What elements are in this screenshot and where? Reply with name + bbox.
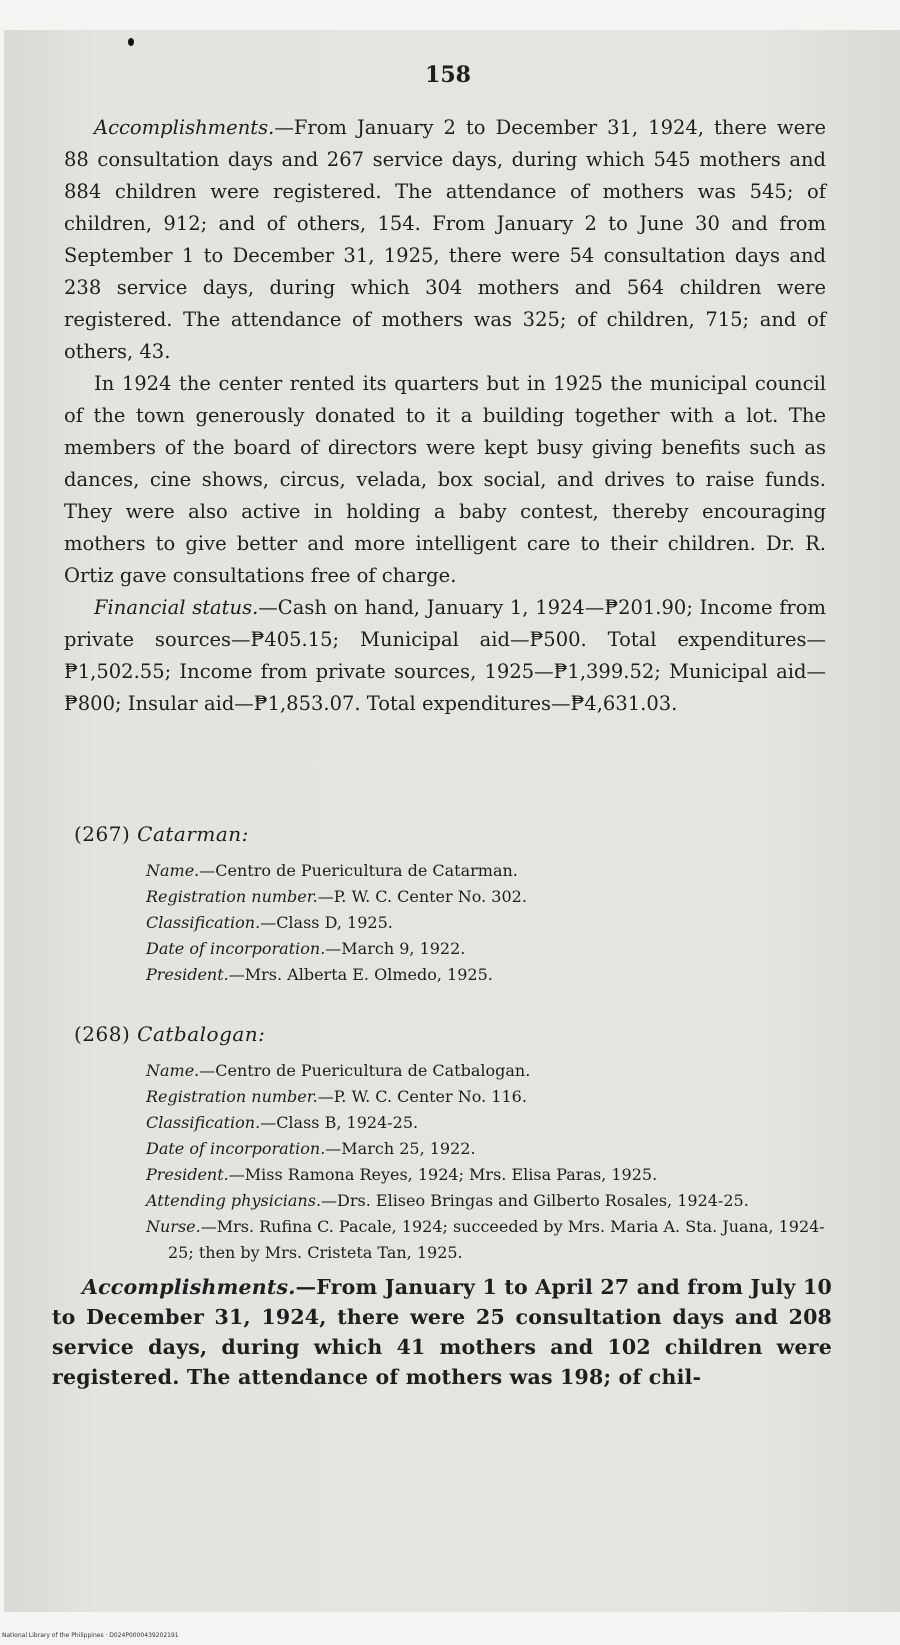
heading-number: (267) <box>74 822 131 846</box>
paragraph-financial <box>64 592 826 720</box>
info-row <box>146 962 826 988</box>
info-label: President. <box>146 965 229 984</box>
heading-number: (268) <box>74 1022 131 1046</box>
info-label: Registration number. <box>146 1087 318 1106</box>
info-value: —P. W. C. Center No. 116. <box>317 1087 527 1106</box>
scan-footer: National Library of the Philippines · D024P0000439202191 <box>2 1632 179 1639</box>
info-label: Classification. <box>146 913 261 932</box>
info-catarman <box>146 858 826 988</box>
info-row <box>146 1084 826 1110</box>
scanned-page <box>4 30 900 1612</box>
info-value: —March 9, 1922. <box>325 939 466 958</box>
info-value: —Centro de Puericultura de Catarman. <box>199 861 518 880</box>
info-value: —March 25, 1922. <box>325 1139 476 1158</box>
paragraph-accomplishments-catbalogan <box>52 1272 832 1392</box>
info-label: Date of incorporation. <box>146 1139 326 1158</box>
info-row <box>146 910 826 936</box>
paragraph-financial-text: —Cash on hand, January 1, 1924—₱201.90; Income from private sources—₱405.15; Municipal aid—₱500. Total expenditures—₱1,502.55; Income from private sources, 1925—₱1,399.52; Municipal aid—₱800; Insular aid—₱1,853.07. Total expenditures—₱4,631.03. <box>64 596 826 715</box>
info-label: Nurse. <box>146 1217 201 1236</box>
info-value: —Mrs. Rufina C. Pacale, 1924; succeeded by Mrs. Maria A. Sta. Juana, 1924-25; then by Mrs. Cristeta Tan, 1925. <box>168 1217 825 1262</box>
heading-catbalogan <box>74 1022 265 1046</box>
paragraph-accomplishments-text: —From January 2 to December 31, 1924, there were 88 consultation days and 267 service days, during which 545 mothers and 884 children were registered. The attendance of mothers was 545; of children, 912; and of others, 154. From January 2 to June 30 and from September 1 to December 31, 1925, there were 54 consultation days and 238 service days, during which 304 mothers and 564 children were registered. The attendance of mothers was 325; of children, 715; and of others, 43. <box>64 116 826 363</box>
info-label: Name. <box>146 861 200 880</box>
info-value: —Class B, 1924-25. <box>260 1113 419 1132</box>
lead-accomplishments: Accomplishments. <box>82 1275 296 1299</box>
info-value: —Miss Ramona Reyes, 1924; Mrs. Elisa Paras, 1925. <box>228 1165 658 1184</box>
info-value: —P. W. C. Center No. 302. <box>317 887 527 906</box>
info-label: Date of incorporation. <box>146 939 326 958</box>
info-label: President. <box>146 1165 229 1184</box>
info-label: Attending physicians. <box>146 1191 322 1210</box>
page-number: 158 <box>425 62 471 88</box>
info-row <box>146 1058 826 1084</box>
info-value: —Centro de Puericultura de Catbalogan. <box>199 1061 531 1080</box>
info-label: Registration number. <box>146 887 318 906</box>
section-accomplishments-catbalogan <box>52 1272 832 1392</box>
paragraph-building: In 1924 the center rented its quarters but in 1925 the municipal council of the town generously donated to it a building together with a lot. The members of the board of directors were kept busy giving benefits such as dances, cine shows, circus, velada, box social, and drives to raise funds. They were also active in holding a baby contest, thereby encouraging mothers to give better and more intelligent care to their children. Dr. R. Ortiz gave consultations free of charge. <box>64 372 826 587</box>
info-row <box>146 1188 826 1214</box>
info-row <box>146 936 826 962</box>
info-row <box>146 1136 826 1162</box>
info-label: Name. <box>146 1061 200 1080</box>
info-value: —Drs. Eliseo Bringas and Gilberto Rosales, 1924-25. <box>321 1191 749 1210</box>
paragraph-accomplishments-catbalogan-text: —From January 1 to April 27 and from July 10 to December 31, 1924, there were 25 consultation days and 208 service days, during which 41 mothers and 102 children were registered. The attendance of mothers was 198; of chil- <box>52 1275 832 1389</box>
lead-accomplishments: Accomplishments. <box>94 116 275 139</box>
ink-spot <box>128 38 134 46</box>
info-row <box>146 1110 826 1136</box>
info-value: —Class D, 1925. <box>260 913 393 932</box>
info-catbalogan <box>146 1058 826 1266</box>
info-row <box>146 1214 826 1266</box>
info-row <box>146 1162 826 1188</box>
section-accomplishments-1924 <box>64 112 826 720</box>
info-row <box>146 858 826 884</box>
info-value: —Mrs. Alberta E. Olmedo, 1925. <box>228 965 493 984</box>
heading-title: Catbalogan: <box>137 1022 266 1046</box>
lead-financial-status: Financial status. <box>94 596 259 619</box>
info-label: Classification. <box>146 1113 261 1132</box>
heading-catarman <box>74 822 249 846</box>
info-row <box>146 884 826 910</box>
paragraph-accomplishments <box>64 112 826 368</box>
heading-title: Catarman: <box>137 822 249 846</box>
